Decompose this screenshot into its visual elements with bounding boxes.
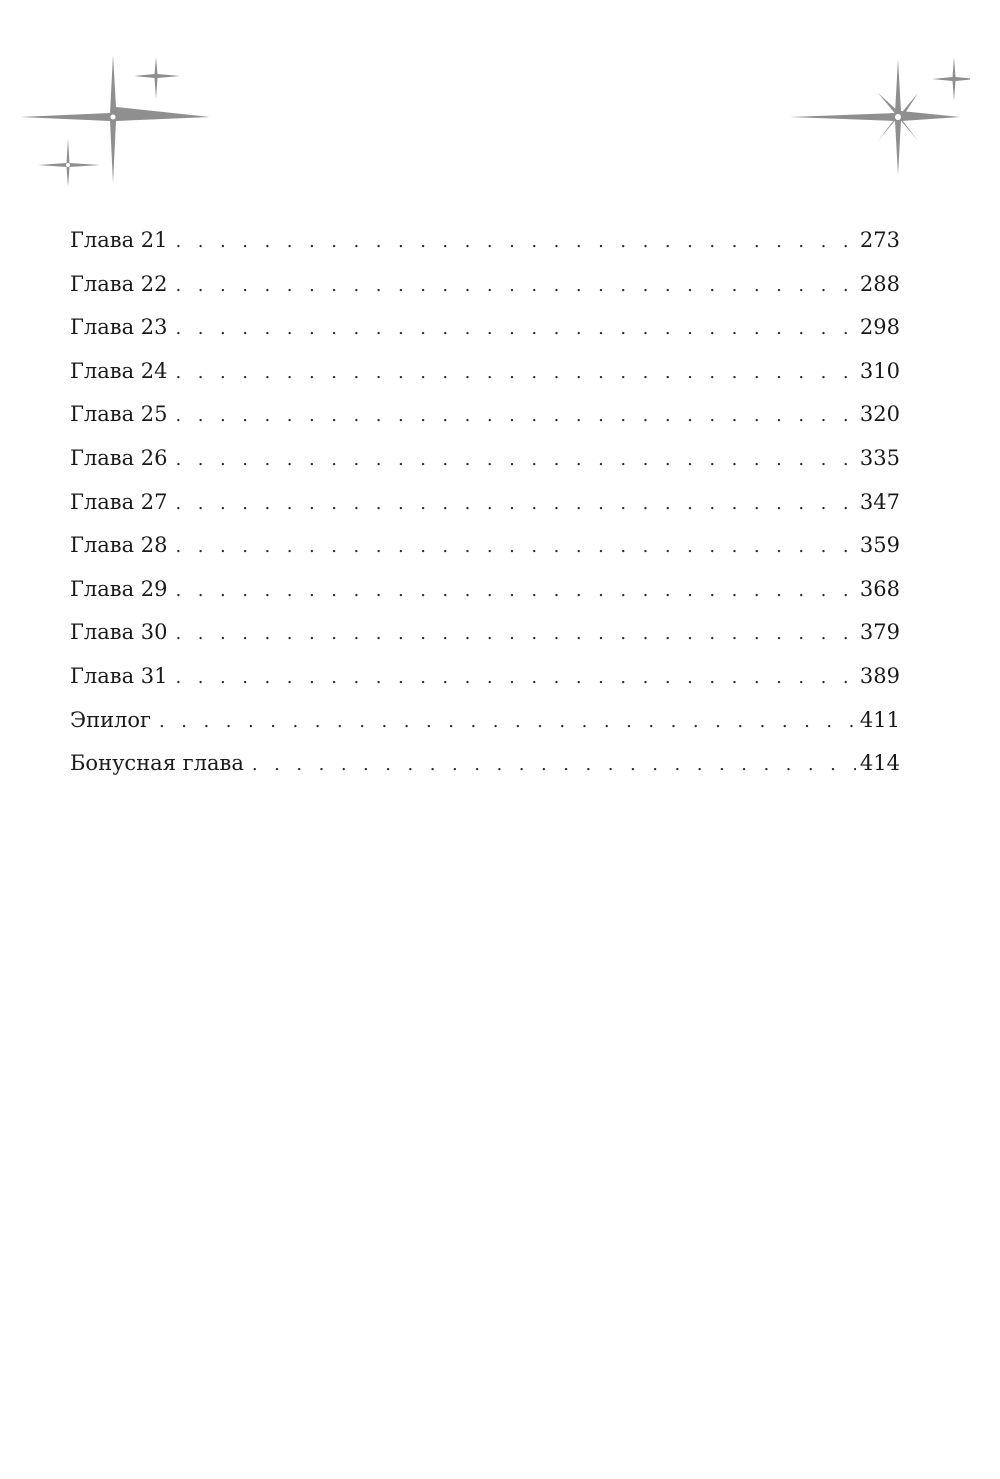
toc-entry-page: 320 [859, 402, 900, 427]
dot-leader [252, 747, 856, 783]
dot-leader [176, 224, 856, 260]
toc-entry-page: 347 [859, 489, 900, 514]
toc-entry-page: 310 [859, 358, 900, 383]
toc-entry-title: Глава 31 [70, 663, 168, 688]
toc-entry[interactable] [70, 309, 900, 353]
dot-leader [176, 529, 856, 565]
toc-entry-page: 368 [859, 576, 900, 601]
toc-entry[interactable] [70, 658, 900, 702]
toc-entry-title: Бонусная глава [70, 751, 244, 776]
toc-entry[interactable] [70, 571, 900, 615]
toc-entry-title: Глава 28 [70, 533, 168, 558]
dot-leader [176, 573, 856, 609]
sparkles-left-icon [20, 55, 220, 185]
toc-entry-title: Глава 22 [70, 271, 168, 296]
toc-entry-page: 335 [859, 445, 900, 470]
toc-entry[interactable] [70, 353, 900, 397]
dot-leader [176, 268, 856, 304]
dot-leader [176, 442, 856, 478]
toc-entry-title: Глава 25 [70, 402, 168, 427]
toc-entry-page: 273 [859, 228, 900, 252]
toc-entry[interactable] [70, 702, 900, 746]
toc-entry[interactable] [70, 745, 900, 789]
toc-entry-page: 389 [859, 663, 900, 688]
toc-entry-page: 414 [859, 751, 900, 776]
dot-leader [176, 311, 856, 347]
toc-entry[interactable] [70, 484, 900, 528]
dot-leader [176, 398, 856, 434]
sparkles-right-icon [790, 55, 970, 185]
toc-entry-title: Глава 21 [70, 228, 168, 252]
toc-entry-page: 298 [859, 315, 900, 340]
toc-entry-title: Глава 27 [70, 489, 168, 514]
toc-entry-title: Глава 29 [70, 576, 168, 601]
toc-entry[interactable] [70, 222, 900, 266]
toc-entry[interactable] [70, 440, 900, 484]
table-of-contents [70, 222, 900, 789]
dot-leader [176, 355, 856, 391]
toc-entry-page: 359 [859, 533, 900, 558]
dot-leader [176, 486, 856, 522]
toc-entry-title: Глава 26 [70, 445, 168, 470]
dot-leader [159, 704, 856, 740]
toc-entry[interactable] [70, 614, 900, 658]
toc-entry[interactable] [70, 527, 900, 571]
toc-entry-page: 288 [859, 271, 900, 296]
toc-entry-page: 379 [859, 620, 900, 645]
toc-entry[interactable] [70, 266, 900, 310]
toc-entry-title: Глава 30 [70, 620, 168, 645]
toc-entry-title: Эпилог [70, 707, 152, 732]
toc-entry-title: Глава 23 [70, 315, 168, 340]
toc-entry-title: Глава 24 [70, 358, 168, 383]
toc-entry-page: 411 [859, 707, 900, 732]
toc-entry[interactable] [70, 396, 900, 440]
dot-leader [176, 660, 856, 696]
dot-leader [176, 616, 856, 652]
